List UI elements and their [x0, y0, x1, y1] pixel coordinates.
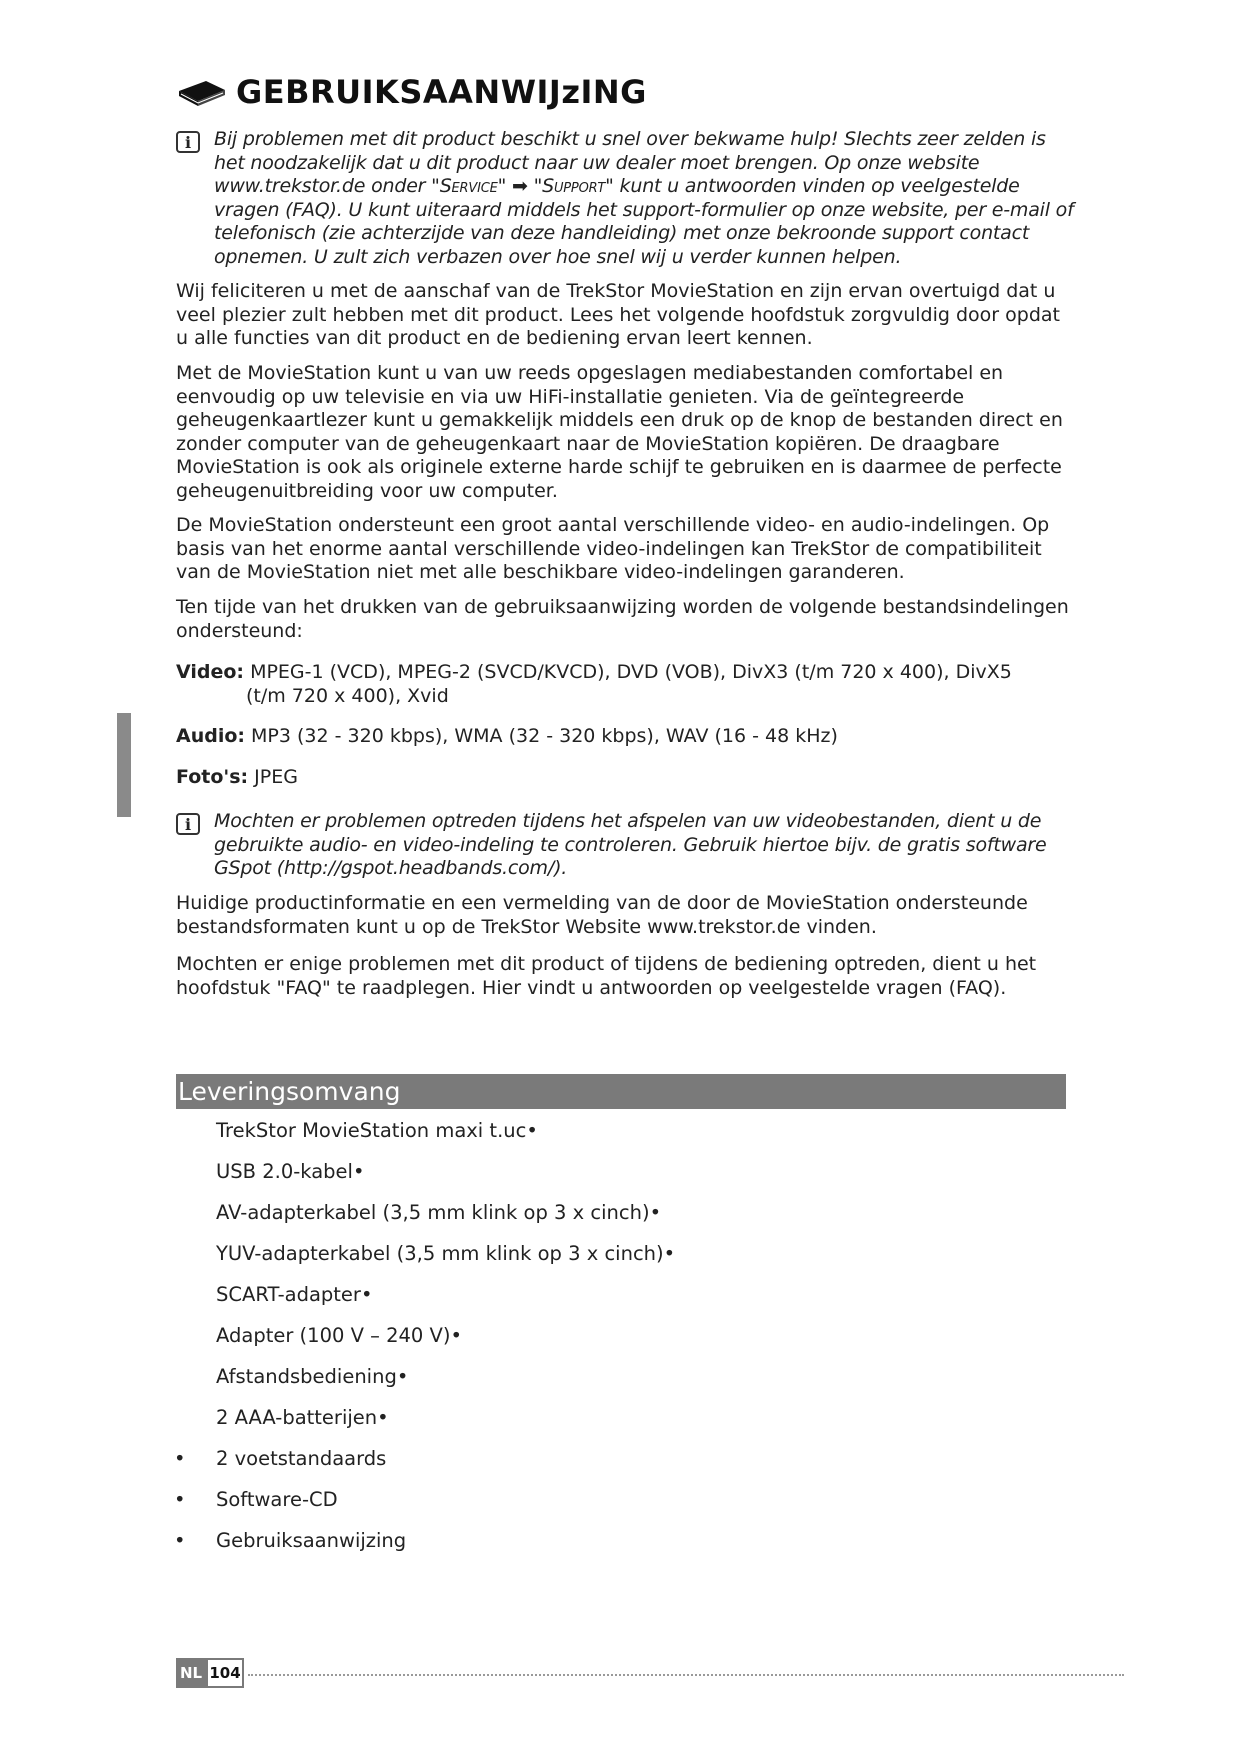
bullet: • — [663, 1242, 676, 1265]
foto-value: JPEG — [248, 766, 298, 788]
list-item — [176, 1116, 1076, 1157]
note-text-part2: " kunt u antwoorden vinden op veelgestelde vragen (FAQ). U kunt uiteraard middels het support-formulier op onze website, per e-mail of telefonisch (zie achterzijde van deze handleiding) met onze bekroonde support contact opnemen. U zult zich verbazen over hoe snel wij u verder kunnen helpen. — [214, 175, 1074, 268]
paragraph-6: Mochten er enige problemen met dit product of tijdens de bediening optreden, dient u het hoofdstuk "FAQ" te raadplegen. Hier vindt u antwoorden op veelgestelde vragen (FAQ). — [176, 953, 1037, 999]
page-footer — [176, 1658, 1124, 1688]
info-icon: i — [176, 131, 200, 153]
list-item — [176, 1198, 1076, 1239]
item-label: TrekStor MovieStation maxi t.uc — [216, 1119, 527, 1142]
list-item-text — [216, 1444, 386, 1474]
bullet: • — [526, 1119, 538, 1142]
info-note-text: Mochten er problemen optreden tijdens het afspelen van uw videobestanden, dient u de gebruikte audio- en video-indeling te controleren. Gebruik hiertoe bijv. de gratis software GSpot (http://gspot.headbands.com/). — [214, 810, 1047, 879]
list-item — [176, 1485, 1076, 1526]
faq-paragraph — [176, 953, 1076, 1000]
paragraph-4: Ten tijde van het drukken van de gebruiksaanwijzing worden de volgende bestandsindelingen ondersteund: — [176, 596, 1069, 642]
list-item — [176, 1444, 1076, 1485]
list-item — [176, 1526, 1076, 1567]
book-icon — [176, 73, 228, 111]
video-label: Video: — [176, 661, 245, 683]
paragraph-5: Huidige productinformatie en een vermelding van de door de MovieStation ondersteunde bestandsformaten kunt u op de TrekStor Website www.trekstor.de vinden. — [176, 892, 1028, 938]
bullet: • — [174, 1447, 186, 1470]
page-number: 104 — [206, 1658, 244, 1688]
list-item-text — [216, 1321, 462, 1351]
list-item — [176, 1239, 1076, 1280]
item-label: AV-adapterkabel (3,5 mm klink op 3 x cinch) — [216, 1201, 650, 1224]
item-label: Software-CD — [216, 1488, 338, 1511]
compat-paragraph — [176, 514, 1076, 585]
item-label: Afstandsbediening — [216, 1365, 397, 1388]
section-heading: Leveringsomvang — [176, 1074, 1066, 1109]
list-item — [176, 1362, 1076, 1403]
features-paragraph — [176, 362, 1076, 503]
item-label: SCART-adapter — [216, 1283, 361, 1306]
audio-value: MP3 (32 - 320 kbps), WMA (32 - 320 kbps), WAV (16 - 48 kHz) — [245, 725, 838, 747]
note-support-label: Support — [542, 175, 606, 197]
item-label: YUV-adapterkabel (3,5 mm klink op 3 x cinch) — [216, 1242, 664, 1265]
delivery-list — [176, 1116, 1076, 1567]
bullet: • — [174, 1488, 186, 1511]
item-label: USB 2.0-kabel — [216, 1160, 353, 1183]
list-item-text — [216, 1116, 538, 1146]
info-note-gspot — [176, 810, 1076, 881]
bullet: • — [450, 1324, 462, 1347]
item-label: 2 AAA-batterijen — [216, 1406, 378, 1429]
language-badge: NL — [176, 1658, 206, 1688]
info-note-text — [214, 128, 1076, 269]
page-title: GEBRUIKSAANWIJzING — [236, 73, 647, 111]
video-value-cont: (t/m 720 x 400), Xvid — [246, 685, 449, 707]
list-item-text — [216, 1403, 389, 1433]
formats-intro — [176, 596, 1076, 643]
bullet: • — [360, 1283, 373, 1306]
intro-paragraph — [176, 280, 1076, 351]
list-item-text — [216, 1157, 364, 1187]
audio-label: Audio: — [176, 725, 245, 747]
bullet: • — [396, 1365, 409, 1388]
title-row — [176, 72, 647, 112]
format-audio — [176, 724, 1076, 748]
side-bar — [117, 713, 131, 817]
list-item-text — [216, 1526, 406, 1556]
note-service-label: Service — [439, 175, 498, 197]
paragraph-1: Wij feliciteren u met de aanschaf van de TrekStor MovieStation en zijn ervan overtuigd dat u veel plezier zult hebben met dit product. Lees het volgende hoofdstuk zorgvuldig door opdat u alle functies van dit product en de bediening ervan leert kennen. — [176, 280, 1060, 349]
bullet: • — [352, 1160, 365, 1183]
paragraph-3: De MovieStation ondersteunt een groot aantal verschillende video- en audio-indelingen. Op basis van het enorme aantal verschillende video-indelingen kan TrekStor de compatibiliteit van de MovieStation niet met alle beschikbare video-indelingen garanderen. — [176, 514, 1050, 583]
list-item-text — [216, 1198, 661, 1228]
list-item — [176, 1321, 1076, 1362]
list-item-text — [216, 1280, 372, 1310]
bullet: • — [174, 1529, 186, 1552]
paragraph-2: Met de MovieStation kunt u van uw reeds opgeslagen mediabestanden comfortabel en eenvoudig op uw televisie en via uw HiFi-installatie genieten. Via de geïntegreerde geheugenkaartlezer kunt u gemakkelijk middels een druk op de knop de bestanden direct en zonder computer van de geheugenkaart naar de MovieStation kopiëren. De draagbare MovieStation is ook als originele externe harde schijf te gebruiken en is daarmee de perfecte geheugenuitbreiding voor uw computer. — [176, 362, 1063, 502]
list-item — [176, 1280, 1076, 1321]
format-foto — [176, 765, 1076, 789]
item-label: 2 voetstandaards — [216, 1447, 387, 1470]
list-item-text — [216, 1362, 408, 1392]
foto-label: Foto's: — [176, 766, 249, 788]
bullet: • — [649, 1201, 662, 1224]
note-arrow: " ➡ " — [497, 175, 543, 197]
list-item-text — [216, 1485, 338, 1515]
list-item — [176, 1157, 1076, 1198]
list-item — [176, 1403, 1076, 1444]
info-icon: i — [176, 813, 200, 835]
format-video — [176, 660, 1076, 708]
bullet: • — [377, 1406, 389, 1429]
info-note-support — [176, 128, 1076, 269]
item-label: Adapter (100 V – 240 V) — [216, 1324, 451, 1347]
footer-divider — [248, 1674, 1124, 1676]
note-text-part1: Bij problemen met dit product beschikt u snel over bekwame hulp! Slechts zeer zelden is het noodzakelijk dat u dit product naar uw dealer moet brengen. Op onze website www.trekstor.de onder " — [214, 128, 1046, 197]
list-item-text — [216, 1239, 675, 1269]
video-value: MPEG-1 (VCD), MPEG-2 (SVCD/KVCD), DVD (VOB), DivX3 (t/m 720 x 400), DivX5 — [244, 661, 1012, 683]
website-paragraph — [176, 892, 1076, 939]
item-label: Gebruiksaanwijzing — [216, 1529, 407, 1552]
